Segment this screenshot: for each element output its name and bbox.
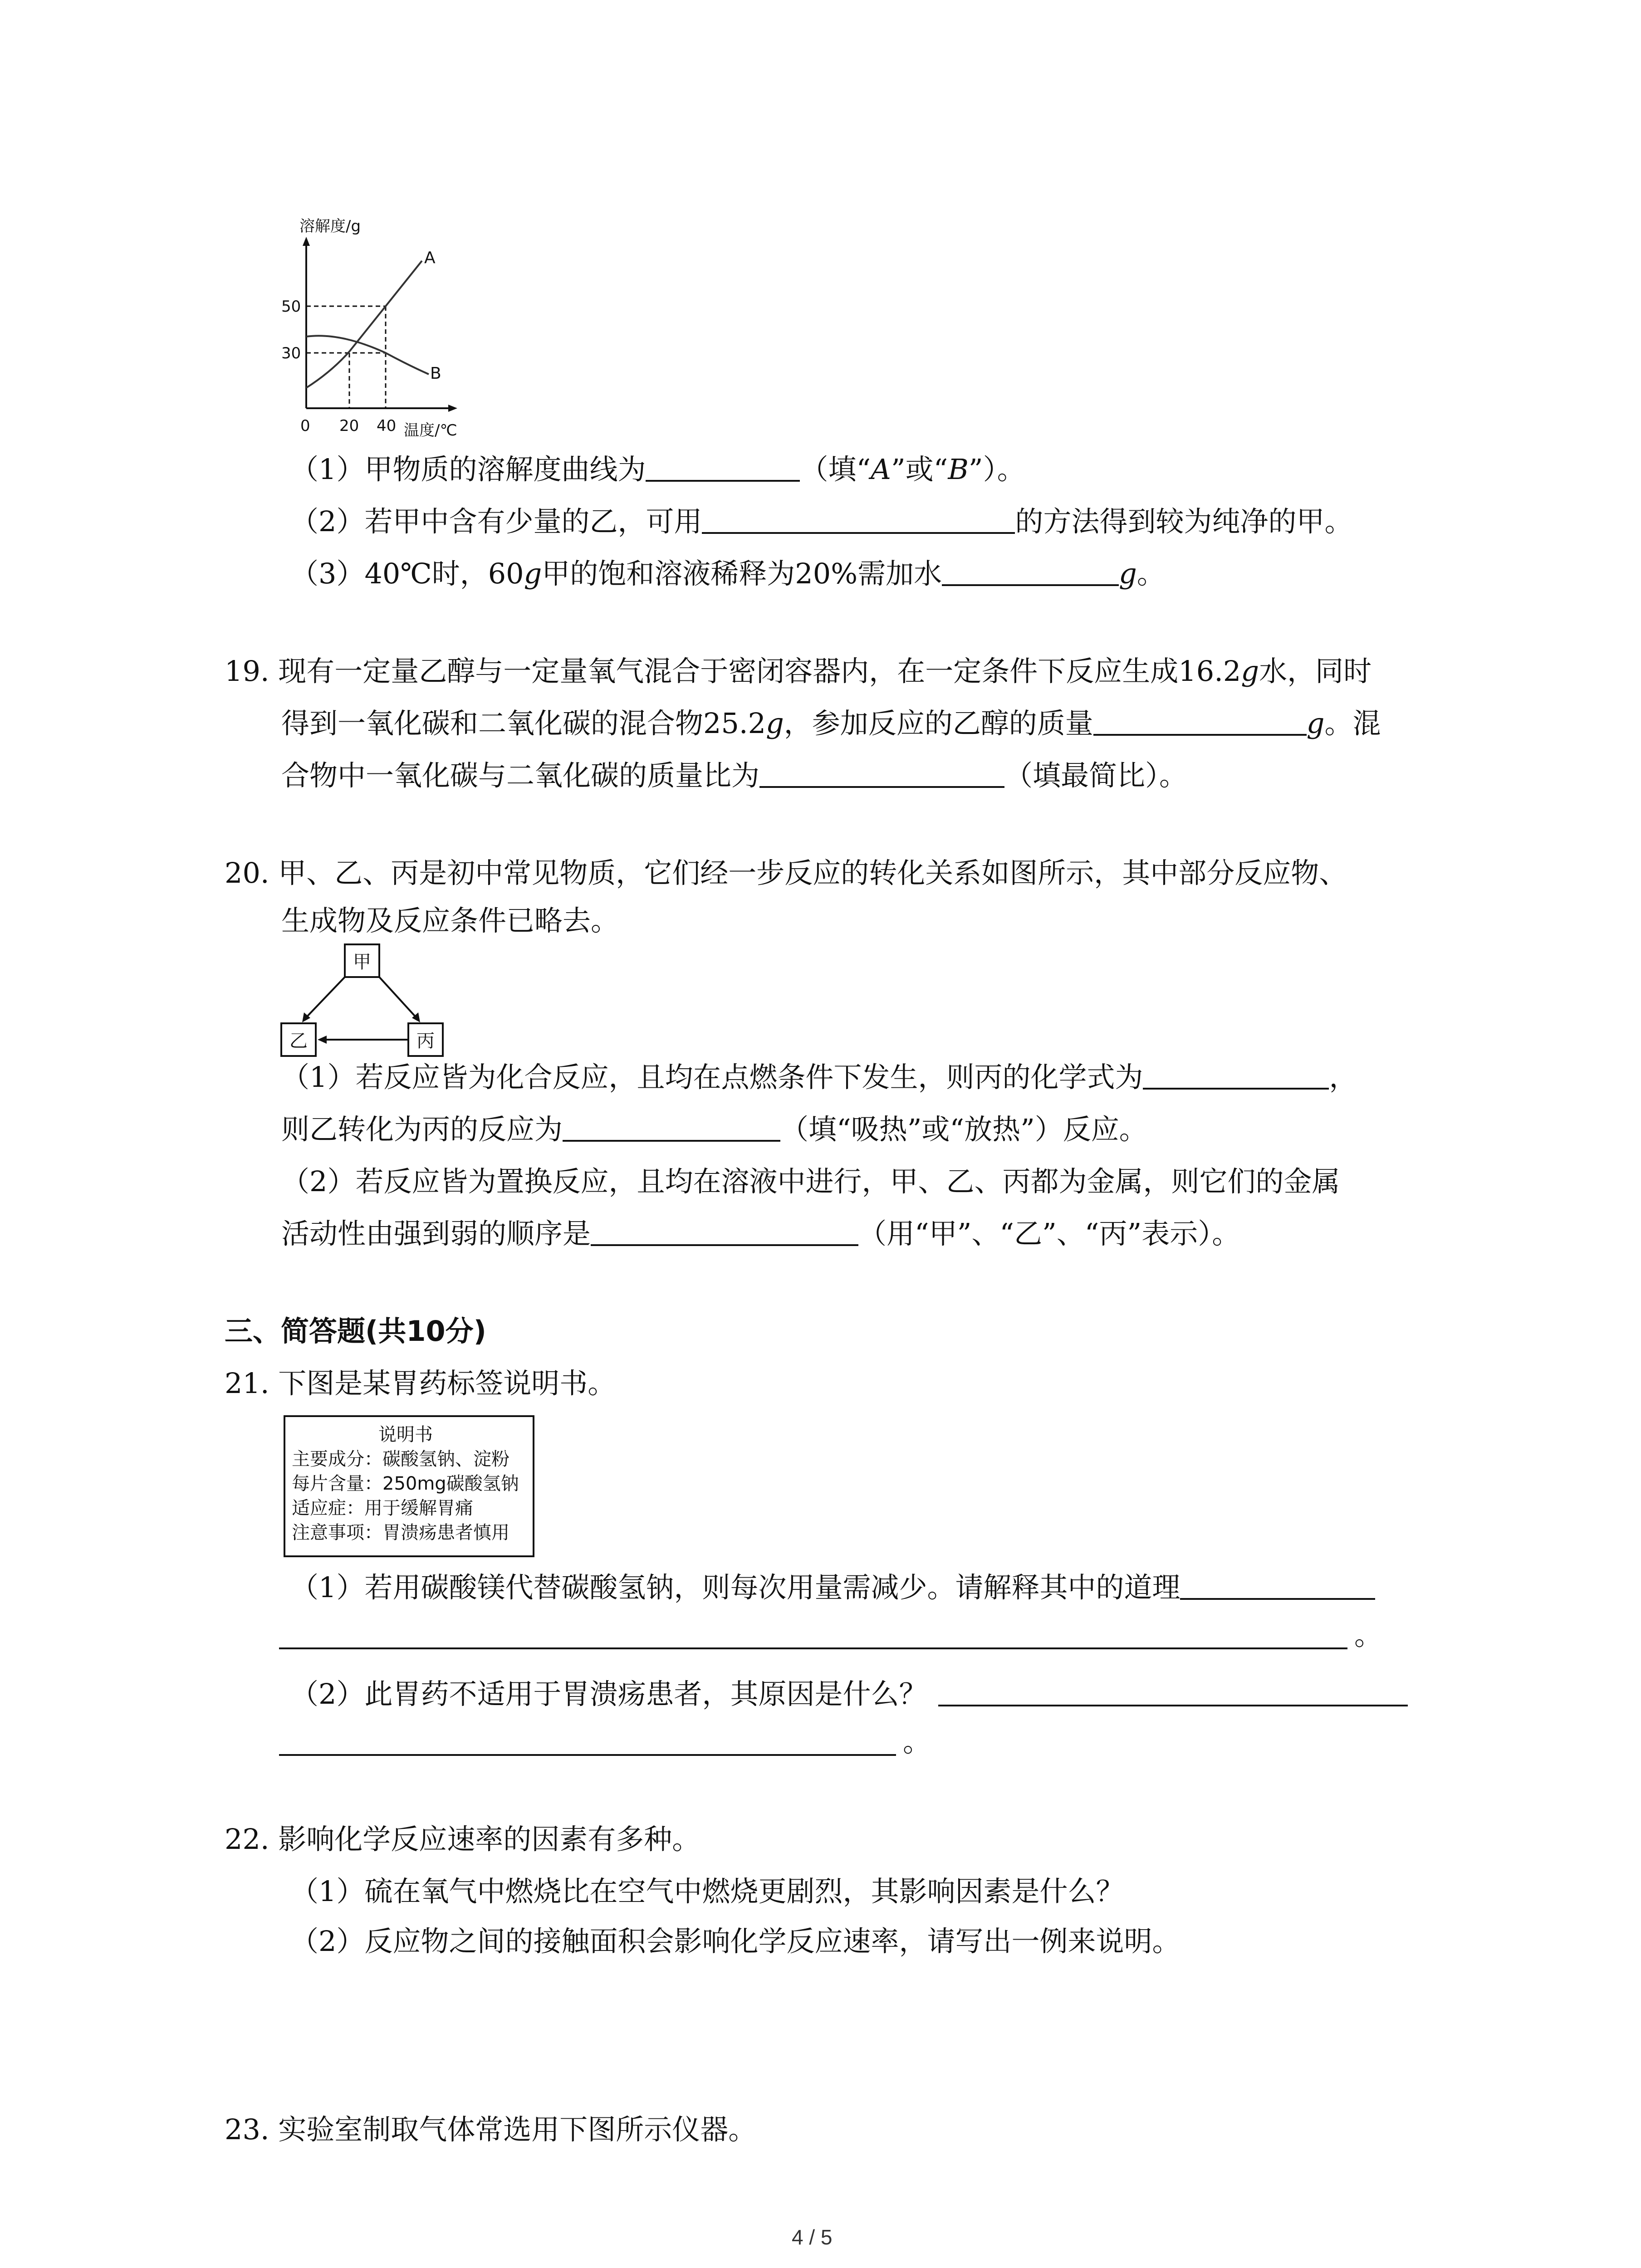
q20-line2: 生成物及反应条件已略去。	[281, 904, 619, 937]
curve-a	[306, 261, 422, 388]
answer-blank[interactable]	[1143, 1060, 1329, 1090]
node-yi: 乙	[289, 1031, 308, 1051]
answer-blank[interactable]	[591, 1216, 858, 1246]
page-number: 4 / 5	[792, 2225, 833, 2249]
label-line4: 注意事项：胃溃疡患者慎用	[292, 1522, 509, 1543]
q22-part1: （1）硫在氧气中燃烧比在空气中燃烧更剧烈，其影响因素是什么？	[290, 1875, 1124, 1908]
q21-part2: （2）此胃药不适用于胃溃疡患者，其原因是什么？	[290, 1676, 1408, 1712]
label-line3: 适应症：用于缓解胃痛	[292, 1498, 473, 1519]
answer-blank[interactable]	[563, 1112, 780, 1142]
chart-xlabel: 温度/℃	[404, 421, 457, 440]
y-axis-arrow	[303, 237, 310, 246]
answer-blank[interactable]	[646, 452, 800, 482]
q21-part2-end: 。	[903, 1725, 931, 1758]
x-axis-arrow	[448, 405, 457, 412]
q19-line3: 合物中一氧化碳与二氧化碳的质量比为 （填最简比）。	[281, 759, 1188, 792]
q20-line1: 20. 甲、乙、丙是初中常见物质，它们经一步反应的转化关系如图所示，其中部分反应物、	[225, 856, 1347, 890]
q21-part1: （1）若用碳酸镁代替碳酸氢钠，则每次用量需减少。请解释其中的道理	[290, 1569, 1375, 1606]
q18-part2: （2）若甲中含有少量的乙，可用 的方法得到较为纯净的甲。	[290, 505, 1353, 538]
conversion-diagram	[277, 939, 458, 1066]
chart-ylabel: 溶解度/g	[299, 217, 361, 235]
q22-line1: 22. 影响化学反应速率的因素有多种。	[225, 1823, 700, 1856]
label-title: 说明书	[378, 1424, 433, 1445]
y-tick-30: 30	[281, 344, 301, 362]
label-line2: 每片含量：250mg碳酸氢钠	[292, 1473, 519, 1494]
q21-line1: 21. 下图是某胃药标签说明书。	[225, 1367, 616, 1400]
answer-blank[interactable]	[938, 1677, 1408, 1706]
q20-part2-line2: 活动性由强到弱的顺序是 （用“甲”、“乙”、“丙”表示）。	[281, 1217, 1240, 1250]
q18-part1: （1）甲物质的溶解度曲线为 （填“A”或“B”）。	[290, 453, 1025, 486]
q20-part1-line2: 则乙转化为丙的反应为 （填“吸热”或“放热”）反应。	[281, 1113, 1147, 1146]
answer-blank[interactable]	[1180, 1570, 1375, 1600]
answer-blank[interactable]	[759, 758, 1004, 788]
q19-line2: 得到一氧化碳和二氧化碳的混合物25.2g，参加反应的乙醇的质量 g。混	[281, 707, 1381, 740]
x-tick-0: 0	[300, 417, 310, 435]
q22-part2: （2）反应物之间的接触面积会影响化学反应速率，请写出一例来说明。	[290, 1925, 1181, 1958]
label-line1: 主要成分：碳酸氢钠、淀粉	[292, 1449, 509, 1470]
arrow-bing-yi-head	[318, 1036, 327, 1044]
y-tick-50: 50	[281, 298, 301, 316]
q18-part3: （3）40℃时，60g甲的饱和溶液稀释为20%需加水 g。	[290, 557, 1165, 590]
node-jia: 甲	[353, 952, 371, 973]
x-tick-20: 20	[339, 417, 359, 435]
q21-part1-end: 。	[1354, 1618, 1383, 1652]
answer-line[interactable]	[279, 1754, 896, 1756]
arrow-jia-bing	[379, 977, 417, 1019]
q23-line1: 23. 实验室制取气体常选用下图所示仪器。	[225, 2113, 757, 2146]
answer-blank[interactable]	[1093, 706, 1307, 736]
medicine-label	[284, 1415, 534, 1557]
curve-b	[306, 336, 429, 374]
arrow-jia-yi	[305, 977, 345, 1019]
answer-line[interactable]	[279, 1647, 1347, 1649]
curve-a-label: A	[424, 249, 436, 267]
node-bing: 丙	[416, 1031, 435, 1051]
q20-part1-line1: （1）若反应皆为化合反应，且均在点燃条件下发生，则丙的化学式为 ，	[281, 1061, 1357, 1094]
answer-blank[interactable]	[942, 556, 1119, 586]
q20-part2-line1: （2）若反应皆为置换反应，且均在溶液中进行，甲、乙、丙都为金属，则它们的金属	[281, 1165, 1340, 1198]
answer-blank[interactable]	[702, 504, 1015, 534]
solubility-chart	[272, 209, 481, 445]
curve-b-label: B	[430, 364, 441, 383]
q19-line1: 19. 现有一定量乙醇与一定量氧气混合于密闭容器内，在一定条件下反应生成16.2g水，同时	[225, 655, 1372, 688]
section-heading: 三、简答题(共10分)	[225, 1315, 486, 1348]
x-tick-40: 40	[377, 417, 397, 435]
